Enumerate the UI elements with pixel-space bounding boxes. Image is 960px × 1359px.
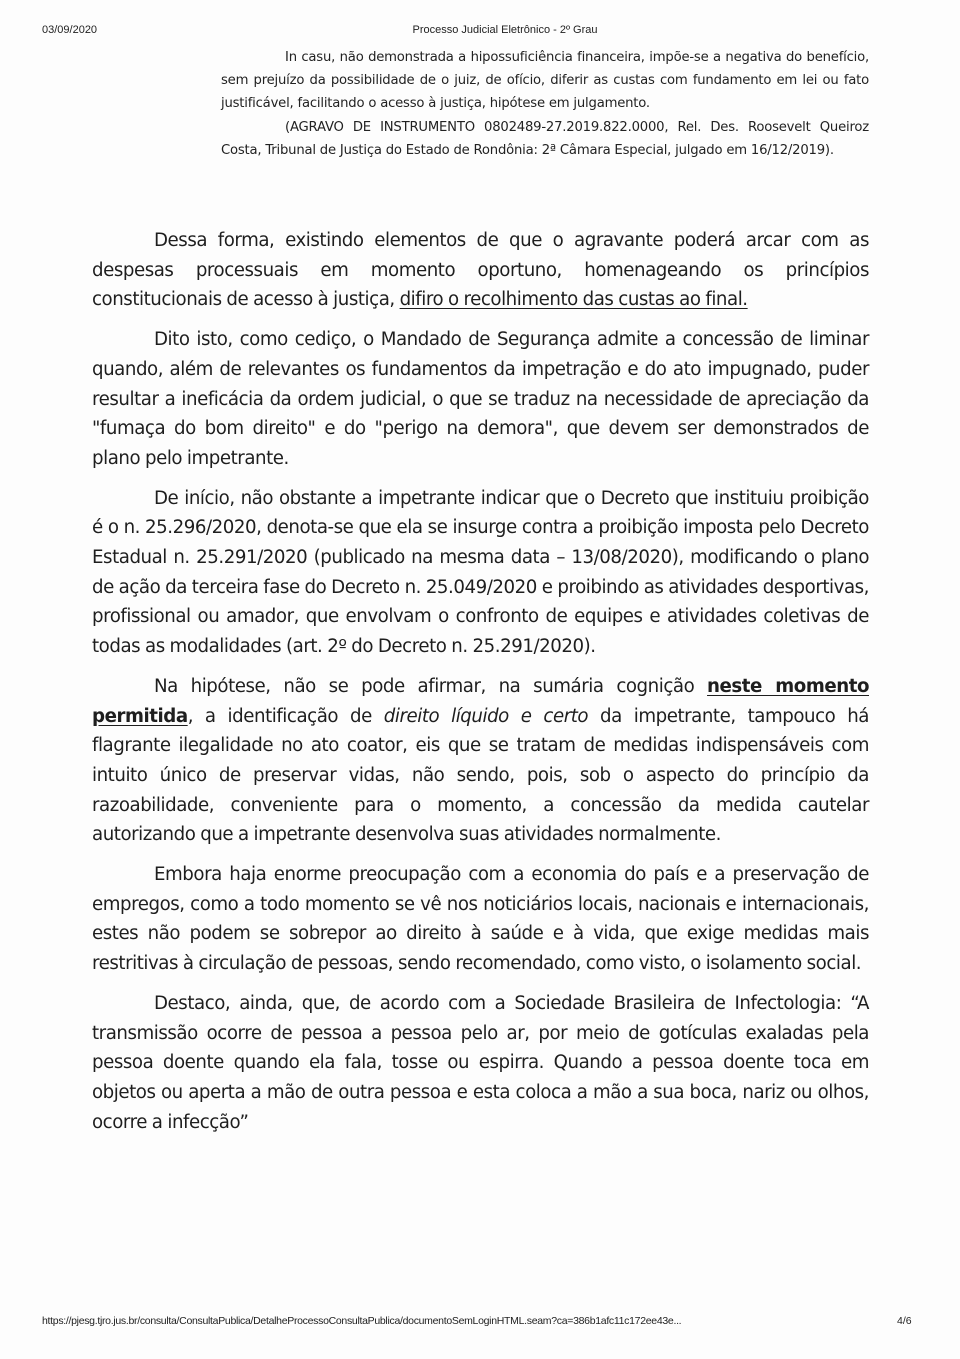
document-title: Processo Judicial Eletrônico - 2º Grau <box>412 24 598 36</box>
paragraph-infectologia: Destaco, ainda, que, de acordo com a Sociedade Brasileira de Infectologia: “A transmissão ocorre de pessoa a pessoa pelo ar, por meio de gotículas exaladas pela pessoa doente quando ela fala, tosse ou espirra. Quando a pessoa doente toca em objetos ou aperta a mão de outra pessoa e esta coloca a mão a sua boca, nariz ou olhos, ocorre a infecção” <box>92 992 869 1133</box>
document-url: https://pjesg.tjro.jus.br/consulta/ConsultaPublica/DetalheProcessoConsultaPublica/documentoSemLoginHTML.seam?ca=386b1afc11c172ee43e... <box>42 1315 682 1327</box>
paragraph-custas <box>92 226 869 315</box>
paragraph-text: Na hipótese, não se pode afirmar, na sumária cognição <box>154 675 708 697</box>
paragraph-mandado-seguranca: Dito isto, como cediço, o Mandado de Segurança admite a concessão de liminar quando, além de relevantes os fundamentos da impetração e do ato impugnado, puder resultar a ineficácia da ordem judicial, o que se traduz na necessidade de apreciação da "fumaça do bom direito" e do "perigo na demora", que devem ser demonstrados de plano pelo impetrante. <box>92 329 869 469</box>
jurisprudence-quote <box>221 46 869 162</box>
underlined-decision: difiro o recolhimento das custas ao final. <box>399 289 748 311</box>
bold-underlined-emphasis: neste momento permitida <box>92 675 869 727</box>
paragraph-decreto: De início, não obstante a impetrante indicar que o Decreto que instituiu proibição é o n. 25.296/2020, denota-se que ela se insurge contra a proibição imposta pelo Decreto Estadual n. 25.291/2020 (publicado na mesma data – 13/08/2020), modificando o plano de ação da terceira fase do Decreto n. 25.049/2020 e proibindo as atividades desportivas, profissional ou amador, que envolvam o confronto de equipes e atividades coletivas de todas as modalidades (art. 2º do Decreto n. 25.291/2020). <box>92 487 869 658</box>
print-date: 03/09/2020 <box>42 24 98 36</box>
italic-term: direito líquido e certo <box>383 705 589 727</box>
paragraph-text: Dessa forma, existindo elementos de que o agravante poderá arcar com as despesas processuais em momento oportuno, homenageando os princípios constitucionais de acesso à justiça, <box>92 230 869 311</box>
quote-paragraph: In casu, não demonstrada a hipossuficiência financeira, impõe-se a negativa do benefício, sem prejuízo da possibilidade de o juiz, de ofício, diferir as custas com fundamento em lei ou fato justificável, facilitando o acesso à justiça, hipótese em julgamento. <box>221 50 869 112</box>
page-number: 4/6 <box>897 1315 912 1327</box>
paragraph-text: da impetrante, tampouco há flagrante ilegalidade no ato coator, eis que se tratam de medidas indispensáveis com intuito único de preservar vidas, não sendo, pois, sob o aspecto do princípio da razoabilidade, conveniente para o momento, a concessão da medida cautelar autorizando que a impetrante desenvolva suas atividades normalmente. <box>92 705 869 846</box>
quote-citation: (AGRAVO DE INSTRUMENTO 0802489-27.2019.822.0000, Rel. Des. Roosevelt Queiroz Costa, Tribunal de Justiça do Estado de Rondônia: 2ª Câmara Especial, julgado em 16/12/2019). <box>221 119 869 158</box>
paragraph-economia: Embora haja enorme preocupação com a economia do país e a preservação de empregos, como a todo momento se vê nos noticiários locais, nacionais e internacionais, estes não podem se sobrepor ao direito à saúde e à vida, que exige medidas mais restritivas à circulação de pessoas, sendo recomendado, como visto, o isolamento social. <box>92 864 869 975</box>
paragraph-text: , a identificação de <box>187 705 384 727</box>
document-body <box>92 226 869 1147</box>
paragraph-hipotese <box>92 672 869 850</box>
